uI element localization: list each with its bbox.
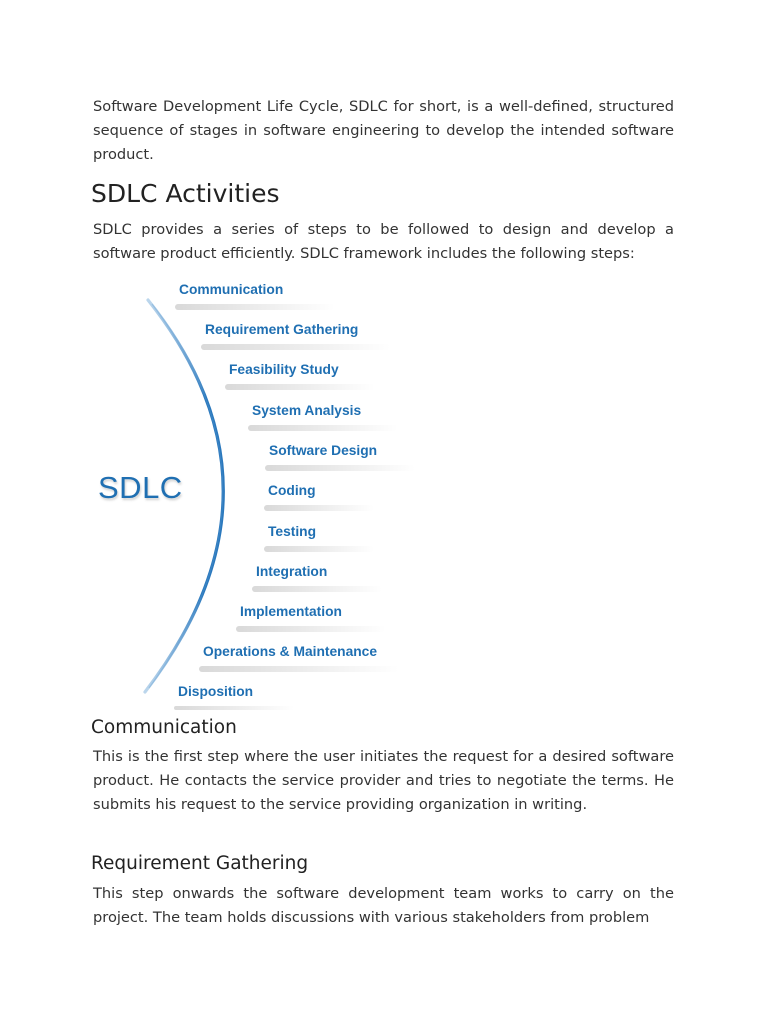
step-disposition: Disposition (178, 684, 254, 699)
step-shadow (265, 465, 415, 471)
step-shadow (225, 384, 375, 390)
step-shadow (199, 666, 399, 672)
sdlc-center-label: SDLC (98, 470, 183, 505)
intro-paragraph: Software Development Life Cycle, SDLC for short, is a well-defined, structured sequence of stages in software engineering to develop the intended software product. (93, 98, 674, 163)
communication-paragraph: This is the first step where the user initiates the request for a desired software product. He contacts the service provider and tries to negotiate the terms. He submits his request to the service providing organization in writing. (93, 748, 674, 813)
step-shadow (201, 344, 391, 350)
activities-paragraph: SDLC provides a series of steps to be followed to design and develop a software product efficiently. SDLC framework includes the following steps: (93, 221, 674, 262)
step-testing: Testing (268, 524, 317, 539)
step-shadow (264, 505, 374, 511)
step-coding: Coding (268, 483, 316, 498)
step-shadow (175, 304, 335, 310)
step-implementation: Implementation (240, 604, 342, 619)
sdlc-diagram (90, 270, 410, 710)
step-shadow (248, 425, 398, 431)
step-integration: Integration (256, 564, 328, 579)
sdlc-activities-heading: SDLC Activities (91, 179, 280, 208)
step-requirement-gathering: Requirement Gathering (205, 322, 359, 337)
requirement-gathering-paragraph: This step onwards the software development team works to carry on the project. The team holds discussions with various stakeholders from problem (93, 885, 674, 926)
step-software-design: Software Design (269, 443, 378, 458)
requirement-gathering-heading: Requirement Gathering (91, 853, 309, 874)
step-feasibility-study: Feasibility Study (229, 362, 339, 377)
step-shadow (236, 626, 386, 632)
step-system-analysis: System Analysis (252, 403, 362, 418)
step-shadow (252, 586, 382, 592)
step-communication: Communication (179, 282, 284, 297)
step-shadow (264, 546, 374, 552)
step-shadow (174, 706, 294, 710)
step-operations-maintenance: Operations & Maintenance (203, 644, 378, 659)
communication-heading: Communication (91, 717, 237, 738)
